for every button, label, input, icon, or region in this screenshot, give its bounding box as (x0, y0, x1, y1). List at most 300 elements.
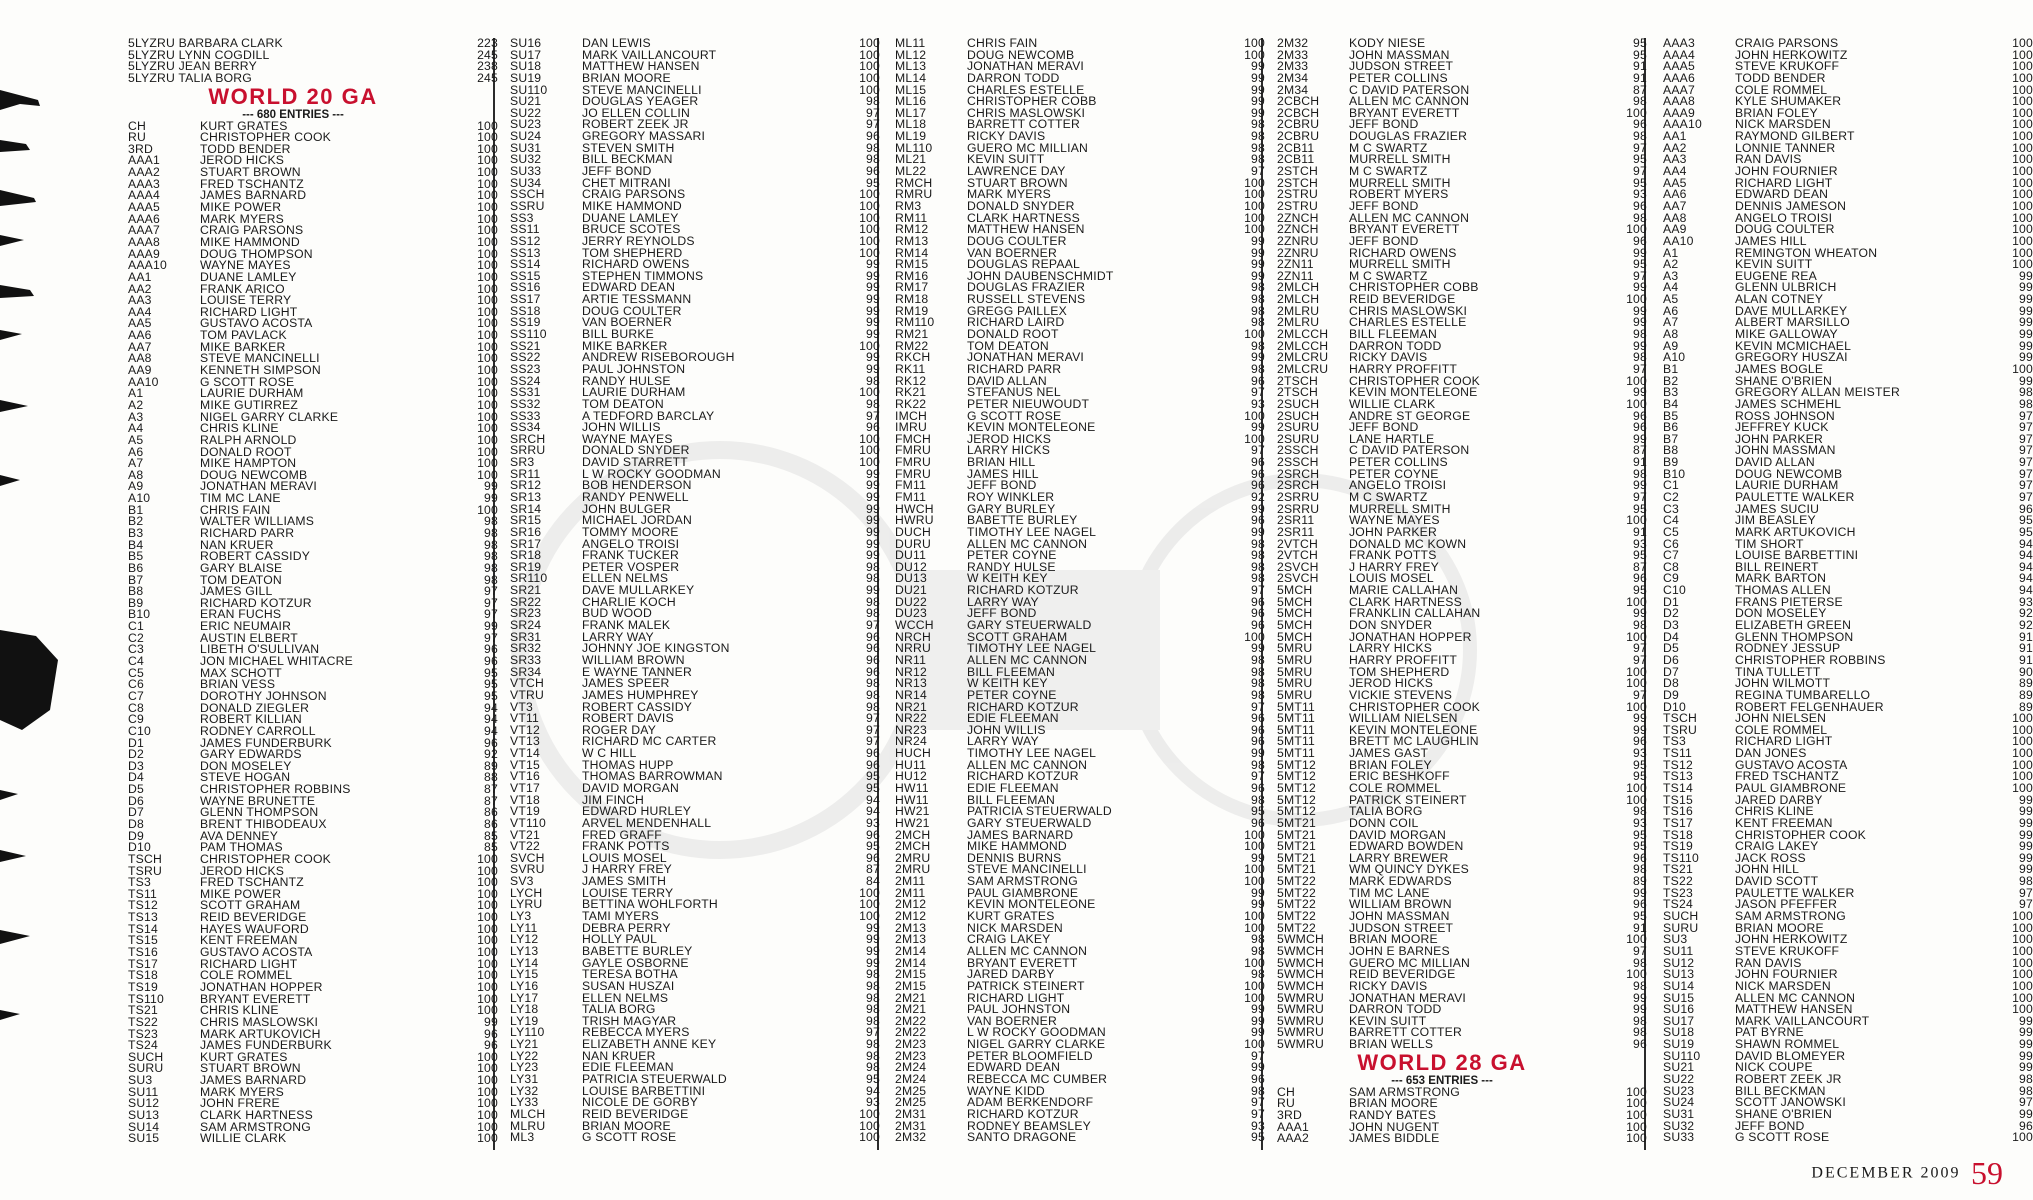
result-row (1663, 783, 2033, 795)
score: 100 (859, 443, 880, 458)
shooter-name: BRIAN HILL (967, 455, 1036, 470)
score: 98 (1251, 967, 1265, 982)
score: 100 (1244, 1037, 1265, 1052)
score: 98 (1633, 1025, 1647, 1040)
score: 96 (1251, 711, 1265, 726)
score: 98 (866, 594, 880, 609)
shooter-name: VICKIE STEVENS (1349, 687, 1453, 702)
shooter-name: DOUGLAS FRAZIER (1349, 129, 1468, 144)
score: 100 (1244, 222, 1265, 237)
score: 99 (866, 257, 880, 272)
result-row (128, 935, 498, 947)
class-code: 2SVCH (1277, 559, 1319, 574)
class-code: 2M31 (895, 1106, 927, 1121)
result-row (128, 1133, 498, 1145)
score: 94 (2019, 559, 2033, 574)
class-code: FMRU (895, 455, 931, 470)
class-code: TS11 (128, 886, 158, 901)
score: 96 (866, 652, 880, 667)
class-code: B3 (128, 525, 144, 540)
class-code: LY3 (510, 909, 532, 924)
score: 100 (1244, 408, 1265, 423)
class-code: 2M12 (895, 897, 927, 912)
shooter-name: TERESA BOTHA (582, 967, 678, 982)
torn-page-edge-marks (0, 70, 70, 1100)
result-row (1663, 431, 2033, 446)
page-number: 59 (1971, 1155, 2003, 1191)
class-code: SU17 (1663, 1013, 1695, 1028)
score: 98 (1251, 664, 1265, 679)
class-code: B7 (1663, 431, 1679, 446)
shooter-name: TODD BENDER (200, 141, 291, 156)
result-row (895, 978, 1265, 993)
result-row (510, 466, 880, 481)
shooter-name: DOUG COULTER (967, 233, 1067, 248)
result-row (510, 175, 880, 190)
result-row (1277, 652, 1647, 667)
result-row (510, 990, 880, 1005)
result-row (1663, 408, 2033, 423)
shooter-name: NAN KRUER (200, 537, 274, 552)
class-code: 2ZNRU (1277, 245, 1319, 260)
shooter-name: C DAVID PATERSON (1349, 443, 1470, 458)
result-row (510, 713, 880, 725)
shooter-name: TODD BENDER (1735, 70, 1826, 85)
class-code: 2M13 (895, 932, 927, 947)
score: 100 (2012, 943, 2033, 958)
class-code: AA7 (128, 339, 152, 354)
shooter-name: PETER NIEUWOUDT (967, 396, 1090, 411)
class-code: C1 (1663, 478, 1679, 493)
class-code: VT13 (510, 734, 540, 749)
score: 99 (866, 327, 880, 342)
result-row (895, 175, 1265, 190)
shooter-name: KENT FREEMAN (200, 933, 298, 948)
score: 100 (477, 875, 498, 890)
shooter-name: GARY STEUERWALD (967, 618, 1092, 633)
result-row (1663, 489, 2033, 504)
result-row (128, 365, 498, 377)
shooter-name: TIMOTHY LEE NAGEL (967, 746, 1097, 761)
shooter-name: BILL FLEEMAN (967, 664, 1055, 679)
result-row (895, 233, 1265, 248)
score: 98 (1633, 350, 1647, 365)
score: 99 (866, 350, 880, 365)
result-row (128, 877, 498, 889)
shooter-name: ROY WINKLER (967, 489, 1055, 504)
result-row (1277, 748, 1647, 760)
result-row (1663, 722, 2033, 737)
score: 94 (866, 792, 880, 807)
score: 96 (1251, 594, 1265, 609)
shooter-name: KEVIN MONTELEONE (1349, 385, 1478, 400)
score: 97 (484, 607, 498, 622)
score: 99 (1251, 420, 1265, 435)
score: 100 (2012, 233, 2033, 248)
class-code: SU18 (1663, 1025, 1695, 1040)
shooter-name: ANGELO TROISI (582, 536, 680, 551)
result-row (1663, 864, 2033, 876)
class-code: CH (128, 118, 147, 133)
score: 98 (1633, 862, 1647, 877)
shooter-name: DONN COIL (1349, 815, 1419, 830)
score: 95 (484, 665, 498, 680)
score: 98 (866, 1002, 880, 1017)
score: 98 (1251, 943, 1265, 958)
class-code: RM110 (895, 315, 935, 330)
class-code: SU16 (510, 36, 542, 50)
result-row (1663, 943, 2033, 958)
score: 99 (866, 932, 880, 947)
shooter-name: J HARRY FREY (1349, 559, 1439, 574)
class-code: 2MLCRU (1277, 350, 1329, 365)
class-code: C7 (128, 688, 144, 703)
shooter-name: W KEITH KEY (967, 676, 1048, 691)
score: 95 (1633, 909, 1647, 924)
class-code: NR12 (895, 664, 927, 679)
score: 100 (477, 1096, 498, 1111)
shooter-name: TOM DEATON (582, 396, 664, 411)
shooter-name: ERIC BESHKOFF (1349, 769, 1450, 784)
score: 98 (484, 572, 498, 587)
shooter-name: WILLIAM NIELSEN (1349, 711, 1458, 726)
result-row (1663, 559, 2033, 574)
score: 98 (1633, 955, 1647, 970)
class-code: DU22 (895, 594, 927, 609)
class-code: 2SVCH (1277, 571, 1319, 586)
result-row (1277, 643, 1647, 655)
shooter-name: KURT GRATES (967, 909, 1055, 924)
score: 97 (484, 595, 498, 610)
class-code: AA10 (1663, 233, 1694, 248)
score: 95 (484, 677, 498, 692)
score: 94 (484, 723, 498, 738)
shooter-name: JAMES SPEER (582, 676, 670, 691)
shooter-name: DONALD MC KOWN (1349, 536, 1467, 551)
shooter-name: BARRETT COTTER (967, 117, 1080, 132)
shooter-name: ELLEN NELMS (582, 571, 669, 586)
class-code: A5 (1663, 292, 1679, 307)
class-code: A10 (128, 491, 151, 506)
class-code: D7 (1663, 664, 1679, 679)
score: 100 (477, 304, 498, 319)
score: 99 (1251, 746, 1265, 761)
shooter-name: BILL BECKMAN (1735, 1083, 1826, 1098)
result-row (510, 96, 880, 108)
class-code: FMCH (895, 431, 931, 446)
score: 100 (477, 851, 498, 866)
score: 100 (2012, 1130, 2033, 1145)
shooter-name: JEROD HICKS (1349, 676, 1434, 691)
score: 97 (2019, 443, 2033, 458)
result-row (128, 1110, 498, 1122)
shooter-name: CHARLES ESTELLE (1349, 315, 1467, 330)
shooter-name: LOUIS MOSEL (582, 850, 667, 865)
class-code: 2SSCH (1277, 455, 1319, 470)
class-code: RM12 (895, 222, 929, 237)
score: 100 (1244, 827, 1265, 842)
shooter-name: KURT GRATES (200, 1049, 288, 1064)
score: 98 (1251, 687, 1265, 702)
shooter-name: ROBERT CASSIDY (200, 549, 311, 564)
class-code: A8 (128, 467, 144, 482)
result-row (510, 166, 880, 178)
result-row (128, 155, 498, 167)
result-row (895, 61, 1265, 73)
shooter-name: EUGENE REA (1735, 268, 1817, 283)
score: 100 (859, 885, 880, 900)
shooter-name: CRAIG LAKEY (967, 932, 1051, 947)
class-code: SURU (128, 1061, 164, 1076)
shooter-name: NICK MARSDEN (1735, 978, 1831, 993)
result-row (1663, 282, 2033, 294)
score: 96 (1633, 233, 1647, 248)
class-code: B8 (1663, 443, 1679, 458)
result-row (1663, 1039, 2033, 1051)
class-code: HU11 (895, 757, 927, 772)
class-code: MLRU (510, 1118, 546, 1133)
shooter-name: FRED TSCHANTZ (200, 176, 304, 191)
class-code: 2SRRU (1277, 501, 1320, 516)
shooter-name: SAM ARMSTRONG (1735, 909, 1846, 924)
shooter-name: CHRISTOPHER COOK (200, 851, 331, 866)
score: 98 (866, 687, 880, 702)
score: 95 (866, 769, 880, 784)
shooter-name: CLARK HARTNESS (200, 1108, 313, 1123)
class-code: LY17 (510, 990, 539, 1005)
class-code: SV3 (510, 874, 534, 889)
result-row (510, 920, 880, 935)
class-code: SU110 (510, 82, 548, 97)
shooter-name: KEVIN MONTELEONE (1349, 722, 1478, 737)
score: 99 (2019, 792, 2033, 807)
class-code: 5MT22 (1277, 920, 1316, 935)
shooter-name: MATTHEW HANSEN (1735, 1002, 1853, 1017)
class-code: 2SRRU (1277, 489, 1320, 504)
page-footer (1811, 1155, 2003, 1192)
class-code: SR31 (510, 629, 542, 644)
class-code: 2M34 (1277, 70, 1309, 85)
result-row (1663, 210, 2033, 225)
score: 97 (2019, 489, 2033, 504)
class-code: 5WMRU (1277, 1025, 1325, 1040)
shooter-name: JONATHAN HOPPER (1349, 629, 1472, 644)
score: 100 (2012, 198, 2033, 213)
class-code: 5MT22 (1277, 874, 1316, 889)
class-code: TS21 (128, 1003, 158, 1018)
shooter-name: BRIAN FOLEY (1735, 105, 1818, 120)
score: 100 (477, 130, 498, 145)
class-code: 2MLRU (1277, 315, 1320, 330)
score: 94 (866, 1083, 880, 1098)
class-code: RK11 (895, 361, 926, 376)
score: 100 (1244, 187, 1265, 202)
shooter-name: PETER COYNE (1349, 466, 1439, 481)
class-code: 2ZNCH (1277, 222, 1319, 237)
result-row (895, 815, 1265, 830)
result-row (128, 1040, 498, 1052)
score: 97 (1633, 641, 1647, 656)
shooter-name: COLE ROMMEL (1735, 82, 1828, 97)
class-code: B6 (1663, 420, 1679, 435)
score: 99 (1251, 94, 1265, 109)
score: 100 (477, 1003, 498, 1018)
result-row (895, 105, 1265, 120)
class-code: 5MT22 (1277, 909, 1316, 924)
score: 99 (2019, 327, 2033, 342)
result-row (510, 524, 880, 539)
class-code: NR21 (895, 699, 927, 714)
class-code: SU14 (1663, 978, 1695, 993)
score: 100 (1244, 909, 1265, 924)
result-row (128, 225, 498, 237)
result-row (1277, 338, 1647, 353)
class-code: AA6 (128, 328, 152, 343)
score: 98 (866, 990, 880, 1005)
score: 98 (866, 94, 880, 109)
shooter-name: KEVIN SUITT (967, 152, 1045, 167)
shooter-name: FRED TSCHANTZ (200, 875, 304, 890)
shooter-name: JOHN WILLIS (967, 722, 1046, 737)
class-code: 2M24 (895, 1060, 927, 1075)
result-row (1663, 757, 2033, 772)
class-code: VT15 (510, 757, 540, 772)
score: 100 (1626, 1131, 1647, 1146)
class-code: AA10 (128, 374, 159, 389)
class-code: NR13 (895, 676, 927, 691)
class-code: TSCH (128, 851, 162, 866)
score: 95 (1633, 548, 1647, 563)
class-code: D3 (1663, 618, 1679, 633)
class-code: NR14 (895, 687, 927, 702)
score: 99 (1251, 524, 1265, 539)
shooter-name: JOHN DAUBENSCHMIDT (967, 268, 1114, 283)
result-row (1277, 1098, 1647, 1110)
result-row (1277, 282, 1647, 294)
shooter-name: DOUG THOMPSON (200, 246, 313, 261)
class-code: C5 (128, 665, 144, 680)
class-code: 2M31 (895, 1118, 927, 1133)
score: 87 (866, 862, 880, 877)
result-row (895, 119, 1265, 131)
result-row (1277, 47, 1647, 62)
result-row (1663, 969, 2033, 981)
class-code: LYRU (510, 897, 543, 912)
result-row (510, 317, 880, 329)
result-row (1663, 899, 2033, 911)
score: 100 (477, 176, 498, 191)
result-row (128, 1049, 498, 1064)
class-code: AA1 (128, 269, 152, 284)
score: 100 (477, 246, 498, 261)
result-row (510, 536, 880, 551)
class-code: SRRU (510, 443, 546, 458)
score: 100 (477, 118, 498, 133)
result-row (510, 233, 880, 248)
score: 96 (1633, 850, 1647, 865)
class-code: SU15 (1663, 990, 1695, 1005)
result-row (1663, 1097, 2033, 1109)
score: 100 (1244, 47, 1265, 62)
class-code: 2SRCH (1277, 478, 1320, 493)
class-code: 2M13 (895, 920, 927, 935)
score: 85 (484, 840, 498, 855)
shooter-name: STUART BROWN (200, 165, 301, 180)
result-row (1663, 396, 2033, 411)
result-row (895, 303, 1265, 318)
class-code: SS31 (510, 385, 541, 400)
shooter-name: GARY STEUERWALD (967, 815, 1092, 830)
shooter-name: SANTO DRAGONE (967, 1130, 1077, 1145)
score: 100 (859, 1130, 880, 1145)
shooter-name: REID BEVERIDGE (1349, 292, 1456, 307)
score: 245 (477, 70, 498, 85)
class-code: AAA5 (128, 200, 160, 215)
class-code: ML18 (895, 117, 927, 132)
shooter-name: TOMMY MOORE (582, 524, 679, 539)
shooter-name: BRUCE SCOTES (582, 222, 681, 237)
shooter-name: RICHARD KOTZUR (967, 769, 1079, 784)
shooter-name: DAN LEWIS (582, 36, 651, 50)
score: 100 (2012, 361, 2033, 376)
shooter-name: FRED GRAFF (582, 827, 662, 842)
score: 96 (1251, 618, 1265, 633)
class-code: A2 (1663, 257, 1679, 272)
score: 100 (2012, 967, 2033, 982)
result-row (510, 1048, 880, 1063)
result-row (510, 955, 880, 970)
shooter-name: RANDY PENWELL (582, 489, 689, 504)
shooter-name: JOHN MASSMAN (1349, 47, 1450, 62)
result-row (895, 166, 1265, 178)
score: 98 (866, 1037, 880, 1052)
class-code: LY23 (510, 1060, 539, 1075)
class-code: D5 (1663, 641, 1679, 656)
class-code: ML19 (895, 129, 927, 144)
shooter-name: PETER COYNE (967, 548, 1057, 563)
shooter-name: DENNIS BURNS (967, 850, 1062, 865)
class-code: 2SRCH (1277, 466, 1320, 481)
score: 99 (484, 619, 498, 634)
result-row (1277, 408, 1647, 423)
shooter-name: CHRISTOPHER COBB (967, 94, 1097, 109)
result-row (1663, 317, 2033, 329)
score: 96 (1251, 478, 1265, 493)
class-code: FMRU (895, 466, 931, 481)
score: 99 (2019, 350, 2033, 365)
score: 100 (477, 363, 498, 378)
shooter-name: LONNIE TANNER (1735, 140, 1836, 155)
class-code: 2CBRU (1277, 117, 1320, 132)
result-row (1663, 1048, 2033, 1063)
result-row (1663, 699, 2033, 714)
result-row (1663, 594, 2033, 609)
shooter-name: PAM THOMAS (200, 840, 283, 855)
result-row (1277, 1013, 1647, 1028)
class-code: C8 (1663, 559, 1679, 574)
shooter-name: DONALD ZIEGLER (200, 700, 310, 715)
shooter-name: 5LYZRU JEAN BERRY (128, 59, 257, 74)
score: 93 (1633, 187, 1647, 202)
class-code: SUCH (128, 1049, 164, 1064)
result-row (1277, 352, 1647, 364)
class-code: SR21 (510, 583, 542, 598)
class-code: C1 (128, 619, 144, 634)
shooter-name: JOHN MASSMAN (1349, 909, 1450, 924)
shooter-name: CRAIG PARSONS (582, 187, 686, 202)
score: 99 (2019, 1060, 2033, 1075)
shooter-name: KEVIN MONTELEONE (967, 420, 1096, 435)
